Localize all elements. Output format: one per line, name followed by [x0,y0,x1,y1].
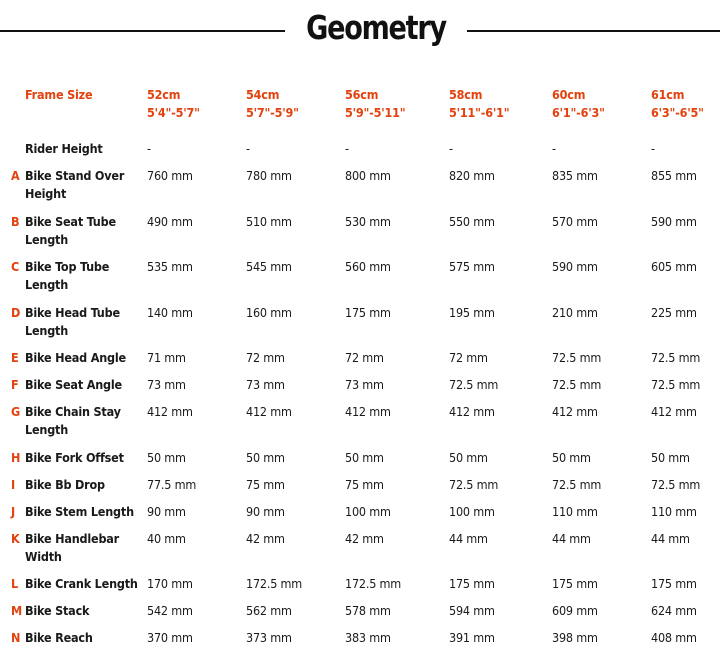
measurement-value: 75 mm [246,476,285,492]
measurement-value: 408 mm [651,630,697,645]
title-divider-right [467,30,720,32]
measurement-value: 412 mm [345,404,391,419]
measurement-label: Bike Stand Over Height [25,168,125,201]
measurement-value: 542 mm [147,603,193,618]
dimension-letter: N [11,630,21,645]
measurement-value: 550 mm [449,213,495,229]
measurement-value: 175 mm [449,576,495,591]
dimension-letter: H [11,449,21,465]
size-name: 58cm [449,87,483,102]
measurement-label: Bike Chain Stay Length [25,404,121,437]
measurement-value: 50 mm [449,449,488,465]
measurement-value: - [449,141,453,156]
measurement-value: - [345,141,349,156]
measurement-value: 175 mm [651,576,697,591]
size-name: 56cm [345,87,379,102]
measurement-value: 412 mm [552,404,598,419]
page-title: Geometry [306,8,446,47]
geometry-table [0,86,720,656]
measurement-value: 225 mm [651,304,697,320]
measurement-value: 855 mm [651,168,697,183]
header-letter-cell [0,86,25,140]
measurement-label: Bike Seat Angle [25,377,122,392]
measurement-value: 44 mm [552,530,591,546]
measurement-value: 412 mm [147,404,193,419]
measurement-label: Bike Seat Tube Length [25,213,116,247]
table-header-row [0,86,720,140]
size-name: 54cm [246,87,280,102]
measurement-value: 398 mm [552,630,598,645]
size-rider-height: 5'4"-5'7" [147,105,200,120]
measurement-value: - [246,141,250,156]
dimension-letter: K [11,530,20,546]
measurement-value: 110 mm [651,503,697,519]
measurement-value: 562 mm [246,603,292,618]
measurement-value: 172.5 mm [246,576,303,591]
size-rider-height: 6'3"-6'5" [651,105,704,120]
measurement-label: Bike Stem Length [25,503,134,519]
measurement-value: 535 mm [147,259,193,274]
dimension-letter: F [11,377,19,392]
size-column-header [552,86,651,140]
title-divider-left [0,30,285,32]
measurement-value: 594 mm [449,603,495,618]
measurement-value: 412 mm [651,404,697,419]
measurement-value: 50 mm [552,449,591,465]
measurement-value: 72 mm [345,350,384,365]
table-row [0,530,720,576]
measurement-label: Bike Top Tube Length [25,259,110,292]
dimension-letter: C [11,259,20,274]
dimension-letter: M [11,603,22,618]
table-row [0,575,720,602]
measurement-value: 170 mm [147,576,193,591]
measurement-value: 412 mm [246,404,292,419]
size-rider-height: 5'11"-6'1" [449,105,510,120]
geometry-header [0,0,720,64]
measurement-value: 578 mm [345,603,391,618]
measurement-value: 72.5 mm [651,350,701,365]
measurement-value: 72.5 mm [651,377,701,392]
measurement-label: Bike Reach [25,630,93,645]
table-row [0,167,720,213]
dimension-letter: G [11,404,21,419]
measurement-value: 90 mm [147,503,186,519]
measurement-value: 373 mm [246,630,292,645]
measurement-value: 42 mm [345,530,384,546]
measurement-value: 545 mm [246,259,292,274]
dimension-letter: B [11,213,20,229]
measurement-value: 50 mm [147,449,186,465]
measurement-value: 160 mm [246,304,292,320]
size-rider-height: 6'1"-6'3" [552,105,605,120]
measurement-value: 72.5 mm [552,350,602,365]
measurement-value: 172.5 mm [345,576,402,591]
measurement-value: - [147,141,151,156]
table-row [0,140,720,167]
measurement-value: 605 mm [651,259,697,274]
measurement-value: 40 mm [147,530,186,546]
measurement-value: 72.5 mm [552,476,602,492]
table-row [0,304,720,350]
measurement-value: 383 mm [345,630,391,645]
measurement-value: 195 mm [449,304,495,320]
measurement-value: 75 mm [345,476,384,492]
measurement-value: 44 mm [651,530,690,546]
frame-size-label: Frame Size [25,87,93,102]
measurement-value: 800 mm [345,168,391,183]
measurement-label: Bike Head Tube Length [25,304,120,338]
measurement-value: 110 mm [552,503,598,519]
size-name: 52cm [147,87,181,102]
measurement-value: 44 mm [449,530,488,546]
measurement-value: 820 mm [449,168,495,183]
measurement-value: 100 mm [449,503,495,519]
table-row [0,602,720,629]
measurement-label: Bike Stack [25,603,90,618]
dimension-letter: A [11,168,20,183]
size-column-header [449,86,552,140]
table-row [0,349,720,376]
measurement-value: 100 mm [345,503,391,519]
measurement-value: 77.5 mm [147,476,197,492]
size-column-header [147,86,246,140]
measurement-value: 50 mm [345,449,384,465]
measurement-label: Bike Head Angle [25,350,126,365]
measurement-label: Bike Handlebar Width [25,530,120,564]
measurement-value: 71 mm [147,350,186,365]
measurement-value: 624 mm [651,603,697,618]
size-column-header [651,86,720,140]
size-name: 61cm [651,87,685,102]
measurement-value: 590 mm [651,213,697,229]
measurement-label: Bike Fork Offset [25,449,124,465]
measurement-value: 560 mm [345,259,391,274]
measurement-value: 90 mm [246,503,285,519]
measurement-value: 73 mm [246,377,285,392]
dimension-letter: I [11,476,15,492]
measurement-value: 510 mm [246,213,292,229]
measurement-label: Bike Crank Length [25,576,138,591]
measurement-value: 370 mm [147,630,193,645]
measurement-value: 570 mm [552,213,598,229]
measurement-value: 835 mm [552,168,598,183]
dimension-letter: D [11,304,21,320]
measurement-value: 210 mm [552,304,598,320]
measurement-value: 140 mm [147,304,193,320]
measurement-value: 72 mm [246,350,285,365]
measurement-value: 175 mm [345,304,391,320]
dimension-letter: J [11,503,15,519]
table-row [0,403,720,449]
measurement-value: 590 mm [552,259,598,274]
measurement-label: Rider Height [25,141,103,156]
table-row [0,449,720,476]
dimension-letter: L [11,576,18,591]
measurement-value: - [552,141,556,156]
measurement-value: 50 mm [651,449,690,465]
table-row [0,629,720,656]
measurement-value: - [651,141,655,156]
size-rider-height: 5'7"-5'9" [246,105,299,120]
table-row [0,503,720,530]
measurement-value: 72.5 mm [449,476,499,492]
measurement-value: 760 mm [147,168,193,183]
measurement-value: 175 mm [552,576,598,591]
size-column-header [246,86,345,140]
measurement-label: Bike Bb Drop [25,476,105,492]
table-row [0,258,720,304]
measurement-value: 609 mm [552,603,598,618]
measurement-value: 412 mm [449,404,495,419]
table-row [0,476,720,503]
dimension-letter: E [11,350,19,365]
measurement-value: 780 mm [246,168,292,183]
dimension-letter [0,140,25,167]
measurement-value: 72.5 mm [449,377,499,392]
size-column-header [345,86,449,140]
measurement-value: 73 mm [147,377,186,392]
measurement-value: 530 mm [345,213,391,229]
measurement-value: 50 mm [246,449,285,465]
measurement-value: 72.5 mm [651,476,701,492]
measurement-value: 73 mm [345,377,384,392]
size-name: 60cm [552,87,586,102]
table-row [0,213,720,259]
table-row [0,376,720,403]
measurement-value: 490 mm [147,213,193,229]
measurement-value: 72.5 mm [552,377,602,392]
measurement-value: 391 mm [449,630,495,645]
size-rider-height: 5'9"-5'11" [345,105,406,120]
measurement-value: 575 mm [449,259,495,274]
measurement-value: 42 mm [246,530,285,546]
measurement-value: 72 mm [449,350,488,365]
